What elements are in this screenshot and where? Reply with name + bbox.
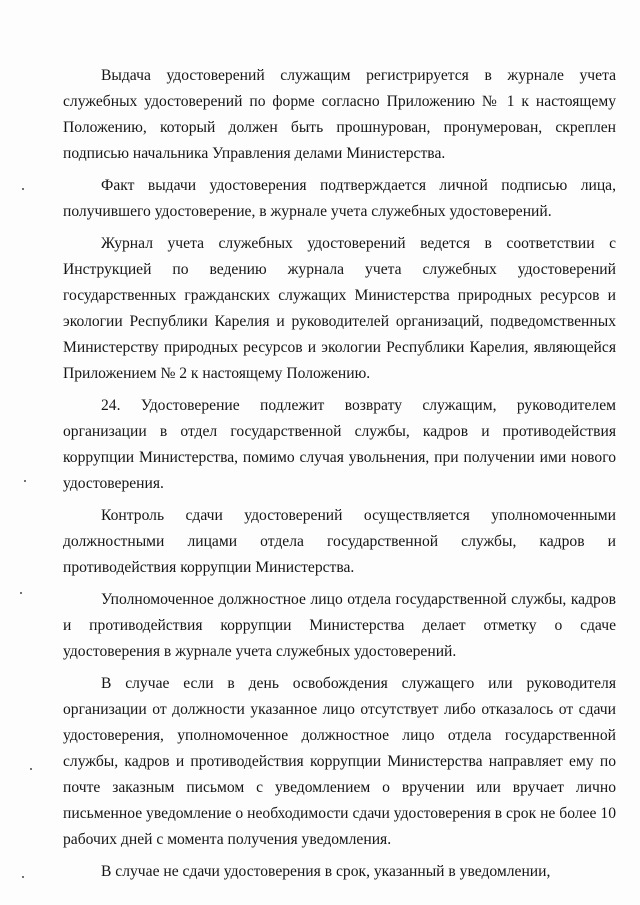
scan-speck	[22, 188, 24, 190]
scan-speck	[24, 480, 26, 482]
paragraph-return-mark: Уполномоченное должностное лицо отдела государственной службы, кадров и противодействия коррупции Министерства делает отметку о сдаче удостоверения в журнале учета служебных удостоверений.	[63, 591, 616, 660]
paragraph-clause-24: 24. Удостоверение подлежит возврату служащим, руководителем организации в отдел государственной службы, кадров и противодействия коррупции Министерства, помимо случая увольнения, при получении ими нового удостоверения.	[63, 397, 616, 492]
paragraph-journal-instruction: Журнал учета служебных удостоверений ведется в соответствии с Инструкцией по ведению журнала учета служебных удостоверений государственных гражданских служащих Министерства природных ресурсов и экологии Республики Карелия и руководителей организаций, подведомственных Министерству природных ресурсов и экологии Республики Карелия, являющейся Приложением № 2 к настоящему Положению.	[63, 235, 616, 382]
paragraph-return-control: Контроль сдачи удостоверений осуществляется уполномоченными должностными лицами отдела государственной службы, кадров и противодействия коррупции Министерства.	[63, 507, 616, 576]
document-body	[63, 63, 616, 885]
paragraph-issuance-registration: Выдача удостоверений служащим регистрируется в журнале учета служебных удостоверений по форме согласно Приложению № 1 к настоящему Положению, который должен быть прошнурован, пронумерован, скреплен подписью начальника Управления делами Министерства.	[63, 67, 616, 162]
scan-speck	[30, 768, 32, 770]
paragraph-issuance-confirmation: Факт выдачи удостоверения подтверждается личной подписью лица, получившего удостоверение, в журнале учета служебных удостоверений.	[63, 177, 616, 220]
scan-speck	[22, 876, 24, 878]
paragraph-non-return: В случае не сдачи удостоверения в срок, указанный в уведомлении,	[101, 863, 551, 880]
scan-speck	[20, 592, 22, 594]
paragraph-absent-employee: В случае если в день освобождения служащего или руководителя организации от должности указанное лицо отсутствует либо отказалось от сдачи удостоверения, уполномоченное должностное лицо отдела государственной службы, кадров и противодействия коррупции Министерства направляет ему по почте заказным письмом с уведомлением о вручении или вручает лично письменное уведомление о необходимости сдачи удостоверения в срок не более 10 рабочих дней с момента получения уведомления.	[63, 675, 616, 848]
